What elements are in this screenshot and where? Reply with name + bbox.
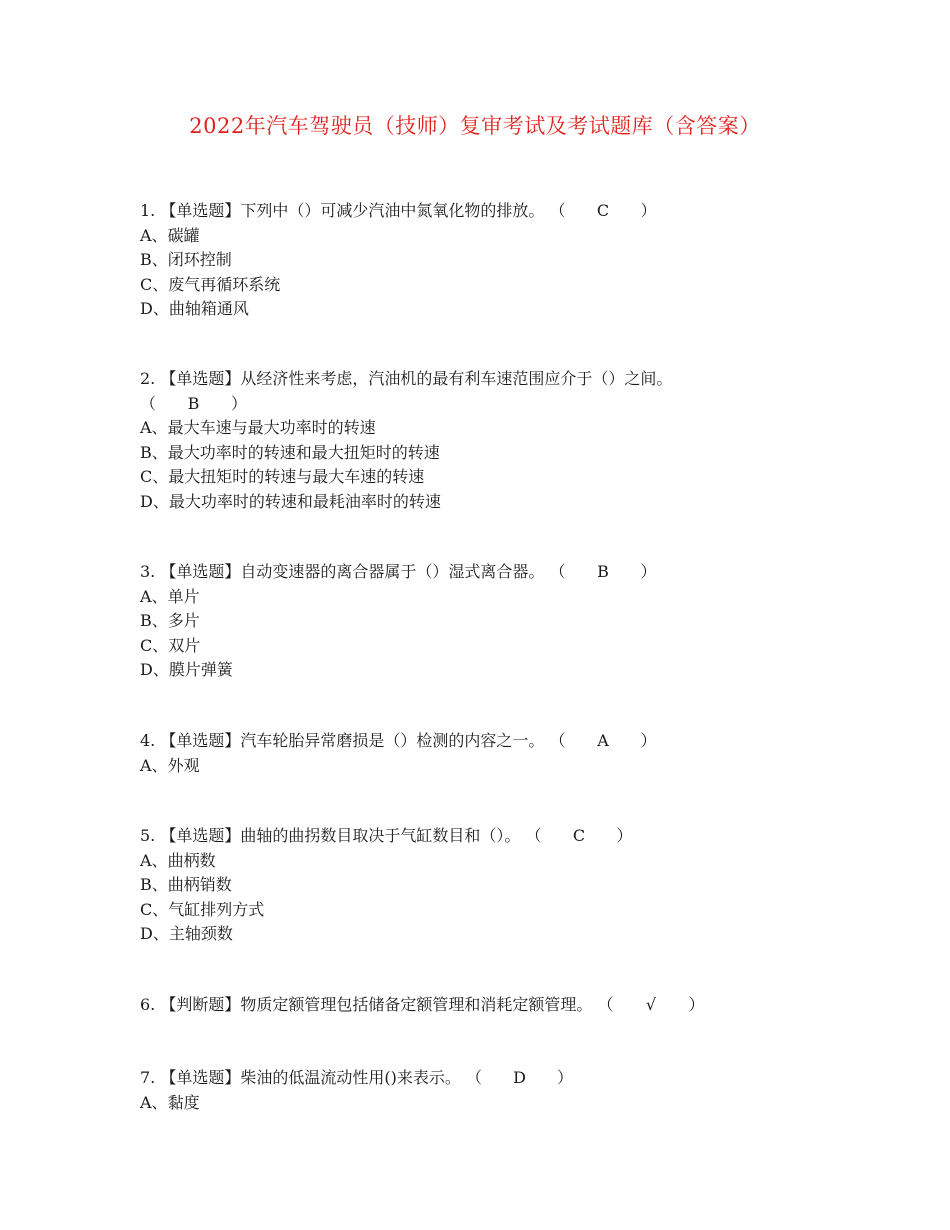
option-item bbox=[140, 898, 820, 923]
answer-close-paren: ） bbox=[610, 201, 657, 220]
question-number: 1. bbox=[140, 201, 161, 220]
answer-open-paren: （ bbox=[525, 826, 573, 845]
question-number: 2. bbox=[140, 369, 161, 388]
answer-open-paren: （ bbox=[549, 731, 597, 750]
answer-close-paren: ） bbox=[658, 995, 705, 1014]
question-type: 【单选题】 bbox=[160, 369, 241, 388]
question-type: 【单选题】 bbox=[160, 826, 241, 845]
option-item bbox=[140, 224, 820, 249]
question-text: 曲轴的曲拐数目取决于气缸数目和（）。 bbox=[240, 826, 521, 845]
question-text: 从经济性来考虑，汽油机的最有利车速范围应介于（）之间。 bbox=[240, 369, 673, 388]
option-text: 碳罐 bbox=[167, 225, 200, 245]
answer-value: C bbox=[596, 201, 610, 220]
option-key: C、 bbox=[140, 467, 169, 486]
answer-close-paren: ） bbox=[610, 562, 657, 581]
question-stem bbox=[140, 824, 820, 849]
option-text: 外观 bbox=[167, 755, 200, 775]
answer-bracket bbox=[466, 1068, 573, 1087]
option-item bbox=[140, 465, 820, 490]
option-item bbox=[140, 873, 820, 898]
question-block bbox=[140, 824, 820, 947]
answer-open-paren: （ bbox=[465, 1068, 513, 1087]
answer-close-paren: ） bbox=[526, 1068, 574, 1087]
option-key: A、 bbox=[140, 225, 168, 245]
option-item bbox=[140, 658, 820, 683]
answer-line bbox=[140, 392, 820, 417]
answer-open-paren: （ bbox=[549, 201, 597, 220]
option-text: 闭环控制 bbox=[167, 250, 232, 269]
option-text: 双片 bbox=[168, 635, 201, 655]
question-stem bbox=[140, 367, 820, 392]
answer-value: C bbox=[572, 826, 586, 845]
question-block bbox=[140, 367, 820, 514]
option-key: A、 bbox=[140, 755, 168, 775]
answer-bracket bbox=[140, 394, 247, 413]
question-number: 6. bbox=[140, 995, 161, 1014]
option-item bbox=[140, 609, 820, 634]
option-key: C、 bbox=[140, 274, 169, 294]
option-key: B、 bbox=[140, 875, 168, 894]
answer-close-paren: ） bbox=[586, 826, 633, 845]
option-key: B、 bbox=[140, 611, 168, 630]
question-type: 【单选题】 bbox=[160, 201, 241, 220]
option-item bbox=[140, 248, 820, 273]
option-text: 最大扭矩时的转速与最大车速的转速 bbox=[168, 467, 425, 486]
option-text: 单片 bbox=[167, 586, 200, 606]
option-key: D、 bbox=[140, 299, 169, 318]
option-item bbox=[140, 441, 820, 466]
option-text: 膜片弹簧 bbox=[168, 660, 233, 679]
option-item bbox=[140, 634, 820, 659]
option-text: 多片 bbox=[167, 611, 200, 630]
option-text: 曲柄销数 bbox=[167, 875, 232, 894]
option-item bbox=[140, 490, 820, 515]
option-text: 最大功率时的转速和最大扭矩时的转速 bbox=[167, 442, 440, 462]
option-item bbox=[140, 297, 820, 322]
page-title: 2022年汽车驾驶员（技师）复审考试及考试题库（含答案） bbox=[189, 114, 761, 138]
option-text: 气缸排列方式 bbox=[168, 899, 265, 919]
option-key: C、 bbox=[140, 635, 169, 655]
option-item bbox=[140, 585, 820, 610]
question-text: 下列中（）可减少汽油中氮氧化物的排放。 bbox=[240, 201, 545, 220]
question-block bbox=[140, 729, 820, 778]
question-stem bbox=[140, 1066, 820, 1091]
question-block bbox=[140, 199, 820, 322]
answer-bracket bbox=[597, 995, 704, 1014]
option-item bbox=[140, 754, 820, 779]
option-text: 最大功率时的转速和最耗油率时的转速 bbox=[168, 491, 441, 511]
answer-value: B bbox=[187, 393, 200, 413]
answer-close-paren: ） bbox=[610, 731, 657, 750]
option-text: 最大车速与最大功率时的转速 bbox=[167, 418, 376, 437]
option-key: D、 bbox=[140, 924, 169, 943]
option-text: 黏度 bbox=[167, 1092, 200, 1112]
question-number: 5. bbox=[140, 826, 161, 845]
answer-close-paren: ） bbox=[200, 393, 248, 413]
answer-value: A bbox=[597, 731, 609, 750]
question-stem bbox=[140, 729, 820, 754]
answer-value: B bbox=[597, 562, 609, 581]
answer-open-paren: （ bbox=[597, 995, 645, 1014]
question-number: 4. bbox=[140, 731, 161, 750]
option-key: A、 bbox=[140, 418, 168, 437]
question-block bbox=[140, 1066, 820, 1115]
option-key: C、 bbox=[140, 899, 169, 919]
question-text: 物质定额管理包括储备定额管理和消耗定额管理。 bbox=[240, 995, 593, 1014]
answer-value: √ bbox=[645, 995, 657, 1014]
question-number: 7. bbox=[140, 1068, 161, 1087]
option-key: A、 bbox=[140, 1092, 168, 1112]
option-text: 曲轴箱通风 bbox=[168, 299, 249, 318]
option-text: 废气再循环系统 bbox=[168, 274, 281, 294]
answer-bracket bbox=[549, 562, 656, 581]
question-block bbox=[140, 560, 820, 683]
question-stem bbox=[140, 993, 820, 1018]
question-type: 【判断题】 bbox=[160, 995, 241, 1014]
answer-bracket bbox=[525, 826, 632, 845]
option-text: 曲柄数 bbox=[167, 850, 216, 870]
option-item bbox=[140, 922, 820, 947]
question-text: 自动变速器的离合器属于（）湿式离合器。 bbox=[240, 562, 545, 581]
option-key: D、 bbox=[140, 491, 169, 511]
option-item bbox=[140, 416, 820, 441]
question-type: 【单选题】 bbox=[160, 1068, 241, 1087]
answer-open-paren: （ bbox=[549, 562, 597, 581]
answer-bracket bbox=[549, 731, 656, 750]
question-stem bbox=[140, 199, 820, 224]
question-text: 柴油的低温流动性用()来表示。 bbox=[240, 1068, 461, 1087]
question-text: 汽车轮胎异常磨损是（）检测的内容之一。 bbox=[240, 731, 545, 750]
option-key: D、 bbox=[140, 660, 169, 679]
option-text: 主轴颈数 bbox=[168, 924, 233, 943]
option-key: A、 bbox=[140, 850, 168, 870]
question-number: 3. bbox=[140, 562, 161, 581]
question-type: 【单选题】 bbox=[160, 731, 241, 750]
option-item bbox=[140, 1091, 820, 1116]
option-item bbox=[140, 273, 820, 298]
answer-open-paren: （ bbox=[140, 393, 187, 413]
answer-value: D bbox=[513, 1068, 526, 1087]
answer-bracket bbox=[549, 201, 656, 220]
option-key: B、 bbox=[140, 250, 168, 269]
option-item bbox=[140, 849, 820, 874]
option-key: B、 bbox=[140, 442, 168, 462]
question-block bbox=[140, 993, 820, 1018]
option-key: A、 bbox=[140, 586, 168, 606]
question-type: 【单选题】 bbox=[160, 562, 241, 581]
question-stem bbox=[140, 560, 820, 585]
